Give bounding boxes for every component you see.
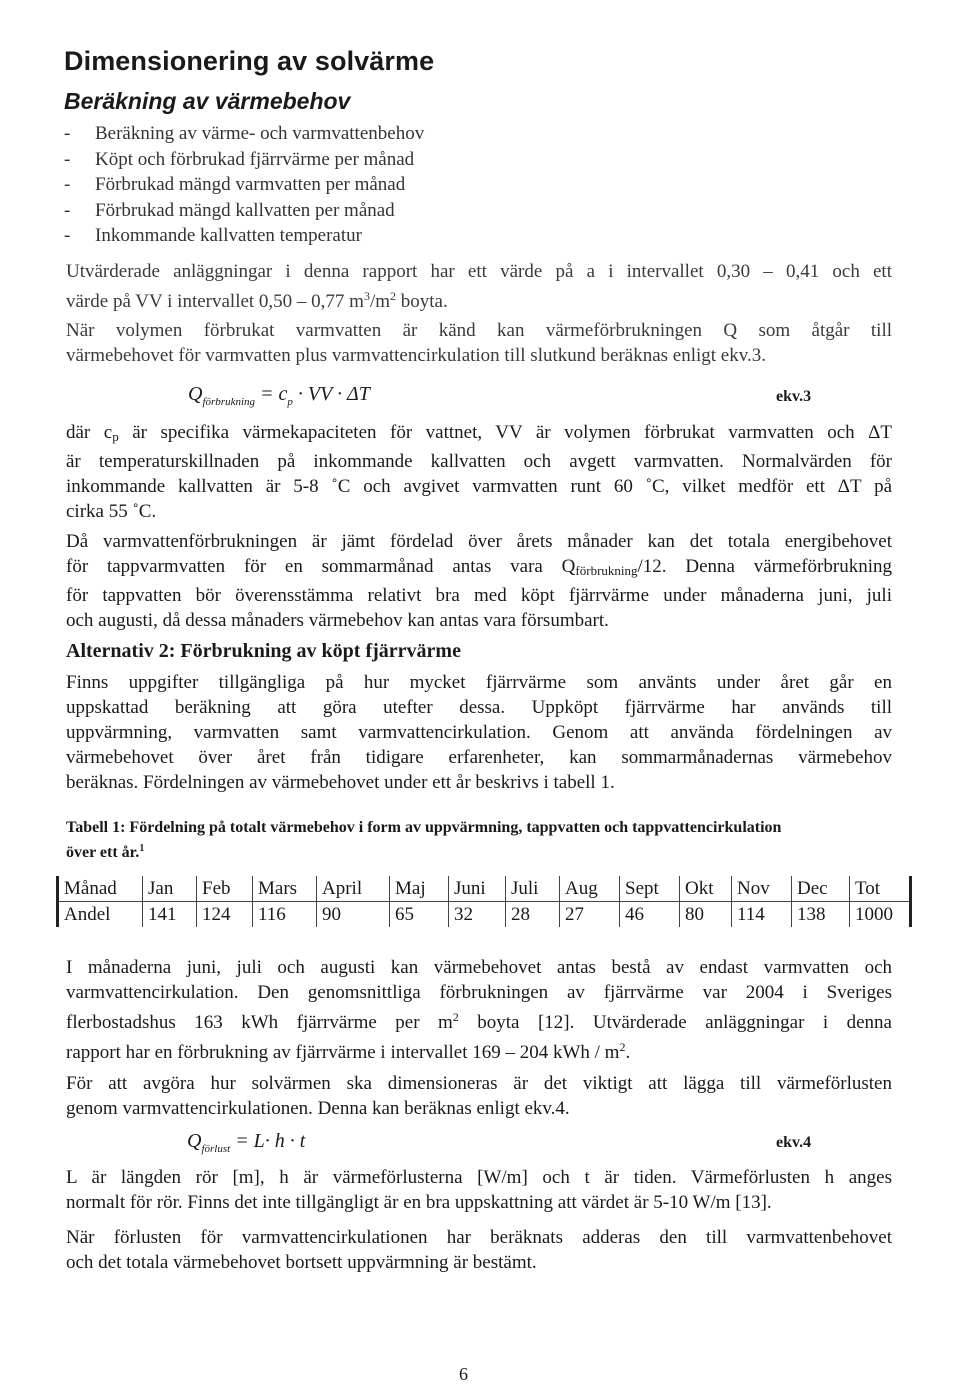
table-cell: 116 [253, 902, 317, 928]
table-cell: 90 [317, 902, 390, 928]
paragraph-heat-loss-intro: För att avgöra hur solvärmen ska dimensioneras är det viktigt att lägga till värmeförlusten genom varmvattencirkulationen. Denna kan beräknas enligt ekv.4. [66, 1073, 892, 1119]
bullet-dash: - [64, 225, 71, 247]
table-cell: 28 [506, 902, 560, 928]
paragraph-conclusion: När förlusten för varmvattencirkulationen har beräknats adderas den till varmvattenbehovet och det totala värmebehovet bortsett uppvärmning är bestämt. [66, 1227, 892, 1273]
list-item: - Förbrukad mängd varmvatten per månad [64, 172, 424, 198]
table-header-cell: Nov [732, 876, 792, 902]
table-cell: 138 [792, 902, 850, 928]
table-cell: 80 [680, 902, 732, 928]
table-cell: 46 [620, 902, 680, 928]
table-header-cell: Jan [143, 876, 197, 902]
paragraph-pipe-loss: L är längden rör [m], h är värmeförlusterna [W/m] och t är tiden. Värmeförlusten h anges normalt för rör. Finns det inte tillgängligt är en bra uppskattning att värdet är 5-10 W/m [13]. [66, 1167, 892, 1213]
table-cell: 1000 [850, 902, 911, 928]
bullet-dash: - [64, 148, 71, 170]
table-header-cell: Aug [560, 876, 620, 902]
table-header-cell: Juni [449, 876, 506, 902]
table-row [58, 876, 911, 902]
distribution-table [56, 876, 912, 927]
list-item: - Köpt och förbrukad fjärrvärme per månad [64, 147, 424, 173]
table-caption: Tabell 1: Fördelning på totalt värmebehov i form av uppvärmning, tappvatten och tappvattencirkulation över ett år.$^1$ [66, 819, 782, 861]
equation-3: $Q_{förbrukning} = c_p$ · VV · ΔT [188, 383, 370, 408]
page-number: 6 [459, 1364, 468, 1384]
table-header-cell: Juli [506, 876, 560, 902]
table-header-cell: Sept [620, 876, 680, 902]
table-header-cell: Mars [253, 876, 317, 902]
paragraph-intervals: Utvärderade anläggningar i denna rapport har ett värde på a i intervallet 0,30 – 0,41 och ett värde på VV i intervallet 0,50 – 0,77 $m^3/m^2$ boyta. [66, 261, 892, 312]
list-item: - Beräkning av värme- och varmvattenbehov [64, 121, 424, 147]
table-cell: 141 [143, 902, 197, 928]
table-header-cell: Okt [680, 876, 732, 902]
paragraph-district-heating: Finns uppgifter tillgängliga på hur mycket fjärrvärme som använts under året går en uppskattad beräkning att göra utefter dessa. Uppköpt fjärrvärme har används till uppvärmning, varmvatten samt varmvattencirkulation. Genom att använda fördelningen av värmebehovet över året från tidigare erfarenheter, kan sommarmånadernas värmebehov beräknas. Fördelningen av värmebehovet under ett år beskrivs i tabell 1. [66, 672, 892, 793]
list-item: - Förbrukad mängd kallvatten per månad [64, 198, 424, 224]
table-header-cell: Dec [792, 876, 850, 902]
section-subtitle: Beräkning av värmebehov [64, 88, 351, 114]
table-cell: 32 [449, 902, 506, 928]
table-header-cell: Maj [390, 876, 449, 902]
paragraph-summer-consumption: I månaderna juni, juli och augusti kan värmebehovet antas bestå av endast varmvatten och varmvattencirkulation. Den genomsnittliga förbrukningen av fjärrvärme var 2004 i Sveriges flerbostadshus 163 kWh fjärrvärme per $m^2$ boyta [12]. Utvärderade anläggningar i denna rapport har en förbrukning av fjärrvärme i intervallet 169 – 204 kWh / $m^2$. [66, 957, 892, 1063]
bullet-dash: - [64, 174, 71, 196]
table-header-cell: Månad [58, 876, 143, 902]
paragraph-summer-month: Då varmvattenförbrukningen är jämt fördelad över årets månader kan det totala energibehovet för tappvarmvatten för en sommarmånad antas vara $Q_{förbrukning}/12$. Denna värmeförbrukning för tappvatten bör överensstämma relativt bra med köpt fjärrvärme under månaderna juni, juli och augusti, då dessa månaders värmebehov kan antas vara försumbart. [66, 531, 892, 631]
equation-4: $Q_{förlust} = L\cdot h \cdot t$ [187, 1130, 306, 1155]
bullet-list [64, 121, 424, 249]
page-title: Dimensionering av solvärme [64, 46, 435, 76]
table-header-cell: April [317, 876, 390, 902]
paragraph-volume: När volymen förbrukat varmvatten är känd kan värmeförbrukningen Q som åtgår till värmebehovet för varmvatten plus varmvattencirkulation till slutkund beräknas enligt ekv.3. [66, 320, 892, 366]
paragraph-definitions: där $c_p$ är specifika värmekapaciteten för vattnet, VV är volymen förbrukat varmvatten och ΔT är temperaturskillnaden på inkommande kallvatten och avgett varmvatten. Normalvärden för inkommande kallvatten är 5-8 ˚C och avgivet varmvatten runt 60 ˚C, vilket medför ett ΔT på cirka 55 ˚C. [66, 422, 892, 522]
table-row [58, 902, 911, 928]
bullet-dash: - [64, 199, 71, 221]
table-cell: 114 [732, 902, 792, 928]
table-header-cell: Tot [850, 876, 911, 902]
table-cell: 27 [560, 902, 620, 928]
list-item: - Inkommande kallvatten temperatur [64, 223, 424, 249]
bullet-dash: - [64, 123, 71, 144]
equation-label-3: ekv.3 [776, 388, 812, 405]
table-cell: Andel [58, 902, 143, 928]
table-cell: 65 [390, 902, 449, 928]
equation-label-4: ekv.4 [776, 1134, 812, 1151]
table-header-cell: Feb [197, 876, 253, 902]
section-heading-alternative-2: Alternativ 2: Förbrukning av köpt fjärrvärme [66, 640, 461, 662]
table-cell: 124 [197, 902, 253, 928]
